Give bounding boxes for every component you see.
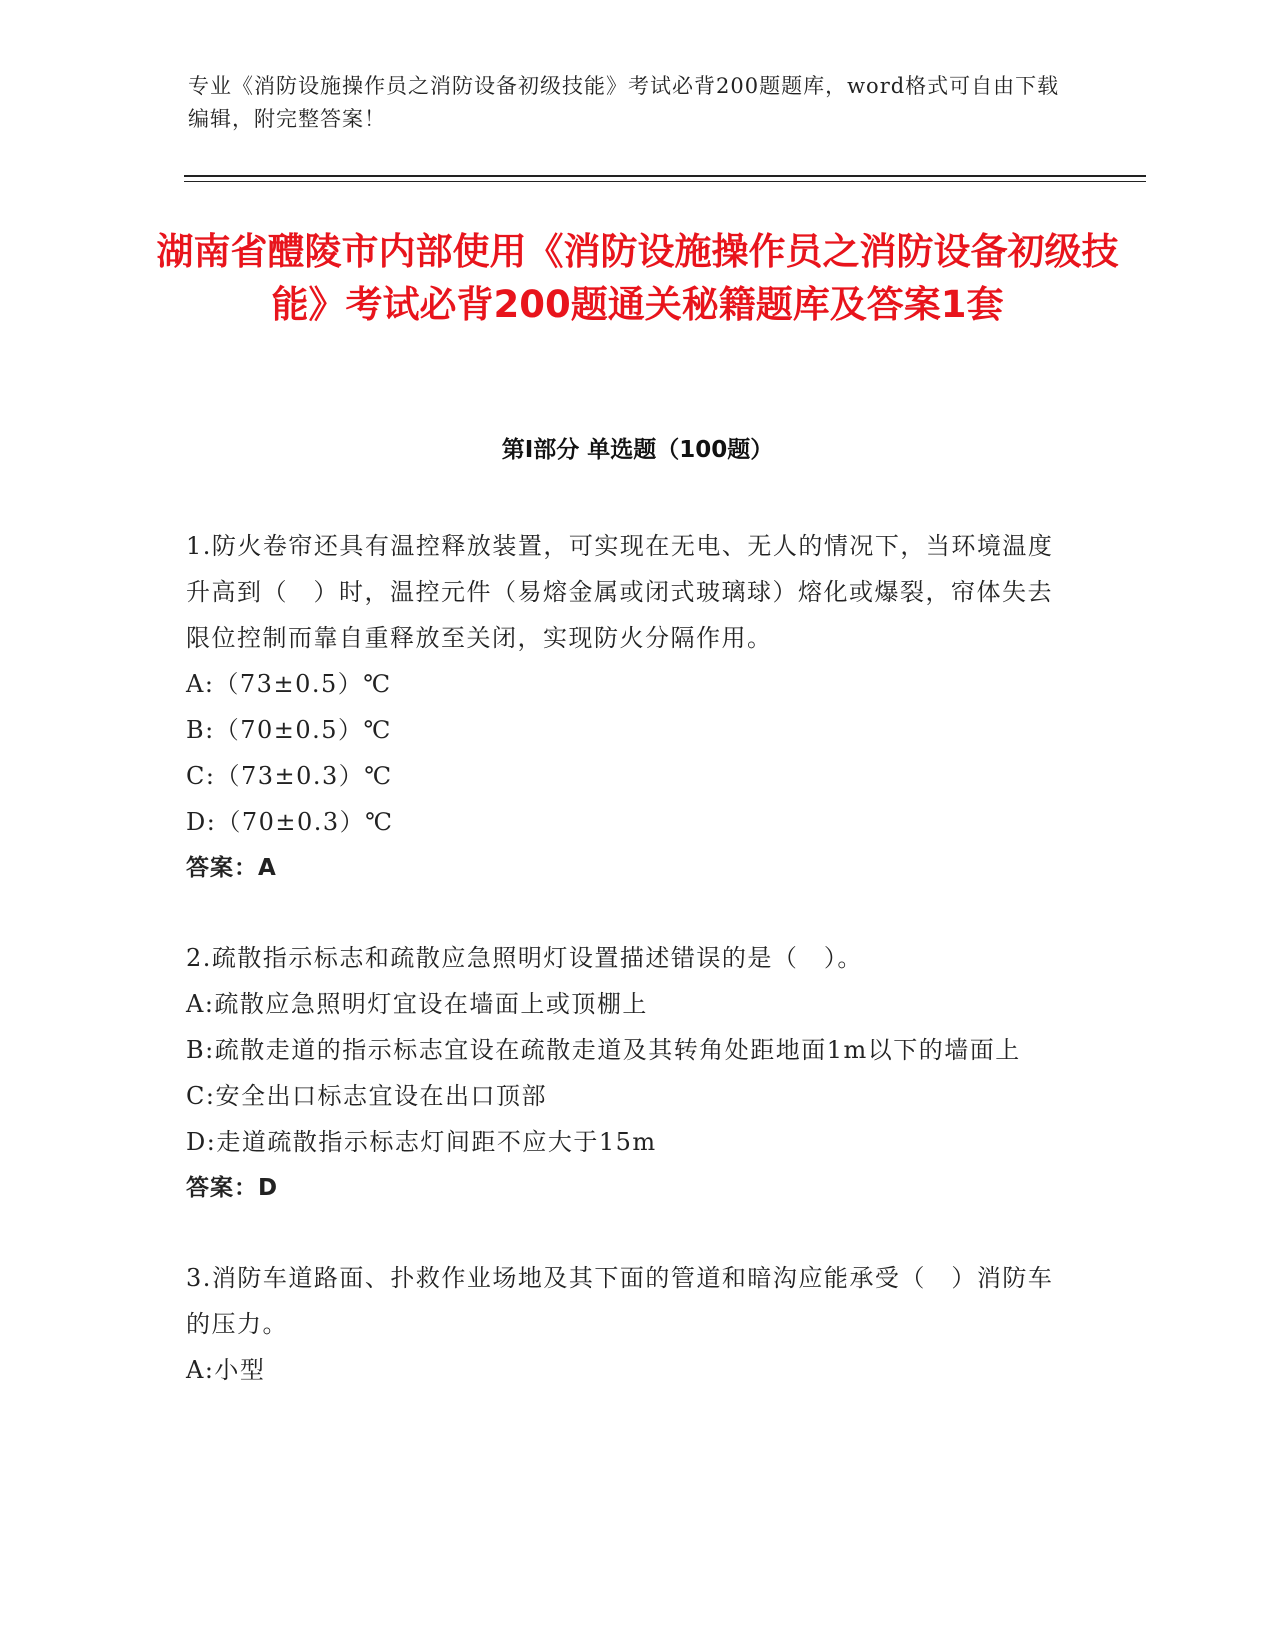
header-note: 专业《消防设施操作员之消防设备初级技能》考试必背200题题库，word格式可自由下载编辑，附完整答案！ (188, 74, 1060, 131)
option-a: A:小型 (186, 1356, 266, 1384)
header-rule-thin (184, 181, 1146, 182)
main-title: 湖南省醴陵市内部使用《消防设施操作员之消防设备初级技能》考试必背200题通关秘籍题库及答案1套 (156, 230, 1119, 326)
option-d: D:（70±0.3）℃ (186, 808, 394, 836)
option-b: B:疏散走道的指示标志宜设在疏散走道及其转角处距地面1m以下的墙面上 (186, 1036, 1021, 1064)
question-list (186, 523, 1066, 1437)
option-c: C:（73±0.3）℃ (186, 762, 393, 790)
question-stem: 1.防火卷帘还具有温控释放装置，可实现在无电、无人的情况下，当环境温度升高到（ ）时，温控元件（易熔金属或闭式玻璃球）熔化或爆裂，帘体失去限位控制而靠自重释放至关闭，实现防火分隔作用。 (186, 532, 1054, 652)
answer: 答案：A (186, 855, 277, 881)
option-a: A:疏散应急照明灯宜设在墙面上或顶棚上 (186, 990, 648, 1018)
option-a: A:（73±0.5）℃ (186, 670, 392, 698)
option-d: D:走道疏散指示标志灯间距不应大于15m (186, 1128, 657, 1156)
answer: 答案：D (186, 1175, 279, 1201)
option-b: B:（70±0.5）℃ (186, 716, 392, 744)
option-c: C:安全出口标志宜设在出口顶部 (186, 1082, 547, 1110)
question-stem: 2.疏散指示标志和疏散应急照明灯设置描述错误的是（ ）。 (186, 944, 863, 972)
question-stem: 3.消防车道路面、扑救作业场地及其下面的管道和暗沟应能承受（ ）消防车的压力。 (186, 1264, 1054, 1338)
question-3 (186, 1255, 1066, 1393)
section-title: 第Ⅰ部分 单选题（100题） (501, 437, 774, 463)
question-2 (186, 935, 1066, 1211)
header-rule-thick (184, 175, 1146, 177)
question-1 (186, 523, 1066, 891)
